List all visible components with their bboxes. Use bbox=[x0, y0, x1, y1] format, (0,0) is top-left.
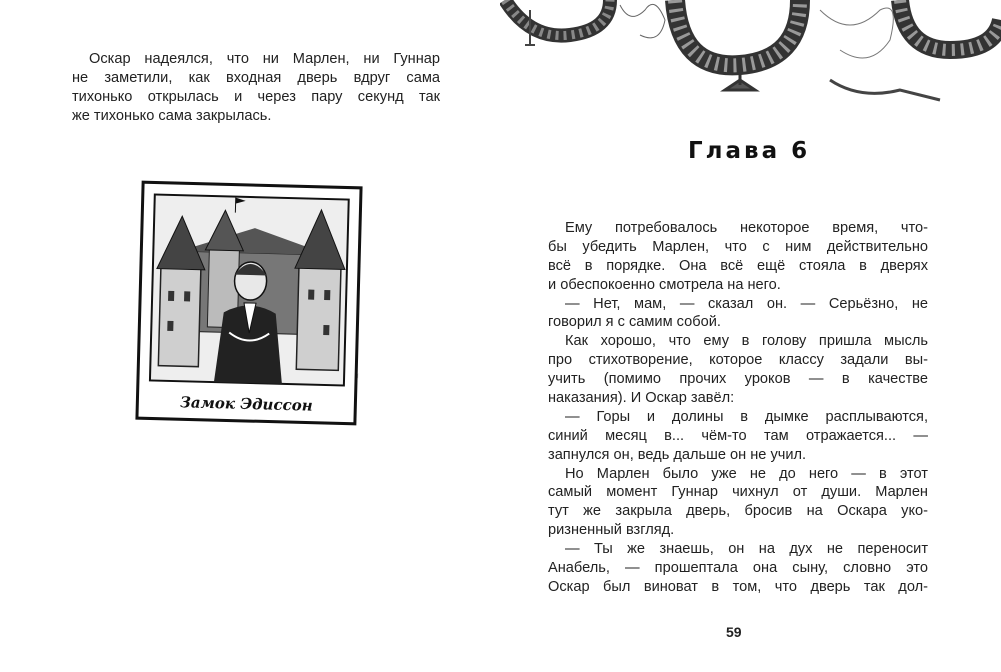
text-line: говорил я с самим собой. bbox=[548, 314, 721, 331]
text-line: про стихотворение, которое классу задали вы- bbox=[548, 352, 928, 369]
page-number: 59 bbox=[726, 624, 742, 640]
text-line: Оскар был виноват в том, что дверь так дол- bbox=[548, 578, 928, 595]
illustration-caption: Замок Эдиссон bbox=[179, 393, 313, 415]
right-page bbox=[500, 0, 1001, 672]
text-line: Анабель, — прошептала она сыну, словно это bbox=[548, 560, 928, 577]
text-line: — Ты же знаешь, он на дух не переносит bbox=[565, 541, 928, 558]
text-line: синий месяц в... чём-то там отражается... — bbox=[548, 427, 928, 444]
castle-illustration bbox=[135, 180, 363, 426]
text-line: запнулся он, ведь дальше он не учил. bbox=[548, 446, 807, 463]
text-line: наказания). И Оскар завёл: bbox=[548, 390, 735, 407]
text-line: ризненный взгляд. bbox=[548, 522, 675, 539]
text-line: Как хорошо, что ему в голову пришла мысль bbox=[565, 333, 928, 350]
text-line: тихонько открылась и через пару секунд так bbox=[72, 88, 440, 105]
text-line: бы убедить Марлен, что с ним действительно bbox=[548, 238, 928, 255]
text-line: Ему потребовалось некоторое время, что- bbox=[565, 220, 928, 236]
chapter-title: Глава 6 bbox=[688, 138, 811, 164]
pipes-decoration bbox=[500, 0, 1001, 110]
text-line: учить (помимо прочих уроков — в качестве bbox=[548, 371, 928, 388]
castle-drawing bbox=[135, 180, 363, 426]
left-page-text bbox=[72, 50, 440, 126]
text-line: тут же закрыла дверь, бросив на Оскара уко- bbox=[548, 503, 928, 520]
text-line: не заметили, как входная дверь вдруг сама bbox=[72, 69, 440, 86]
left-page bbox=[0, 0, 500, 672]
text-line: — Нет, мам, — сказал он. — Серьёзно, не bbox=[565, 295, 928, 312]
text-line: самый момент Гуннар чихнул от души. Марлен bbox=[548, 484, 928, 501]
text-line: Оскар надеялся, что ни Марлен, ни Гуннар bbox=[89, 51, 440, 67]
right-page-text bbox=[548, 219, 928, 597]
text-line: — Горы и долины в дымке расплываются, bbox=[565, 408, 928, 425]
text-line: и обеспокоенно смотрела на него. bbox=[548, 276, 781, 293]
text-line: же тихонько сама закрылась. bbox=[72, 107, 272, 124]
text-line: всё в порядке. Она всё ещё стояла в дверях bbox=[548, 257, 928, 274]
text-line: Но Марлен было уже не до него — в этот bbox=[565, 465, 928, 482]
